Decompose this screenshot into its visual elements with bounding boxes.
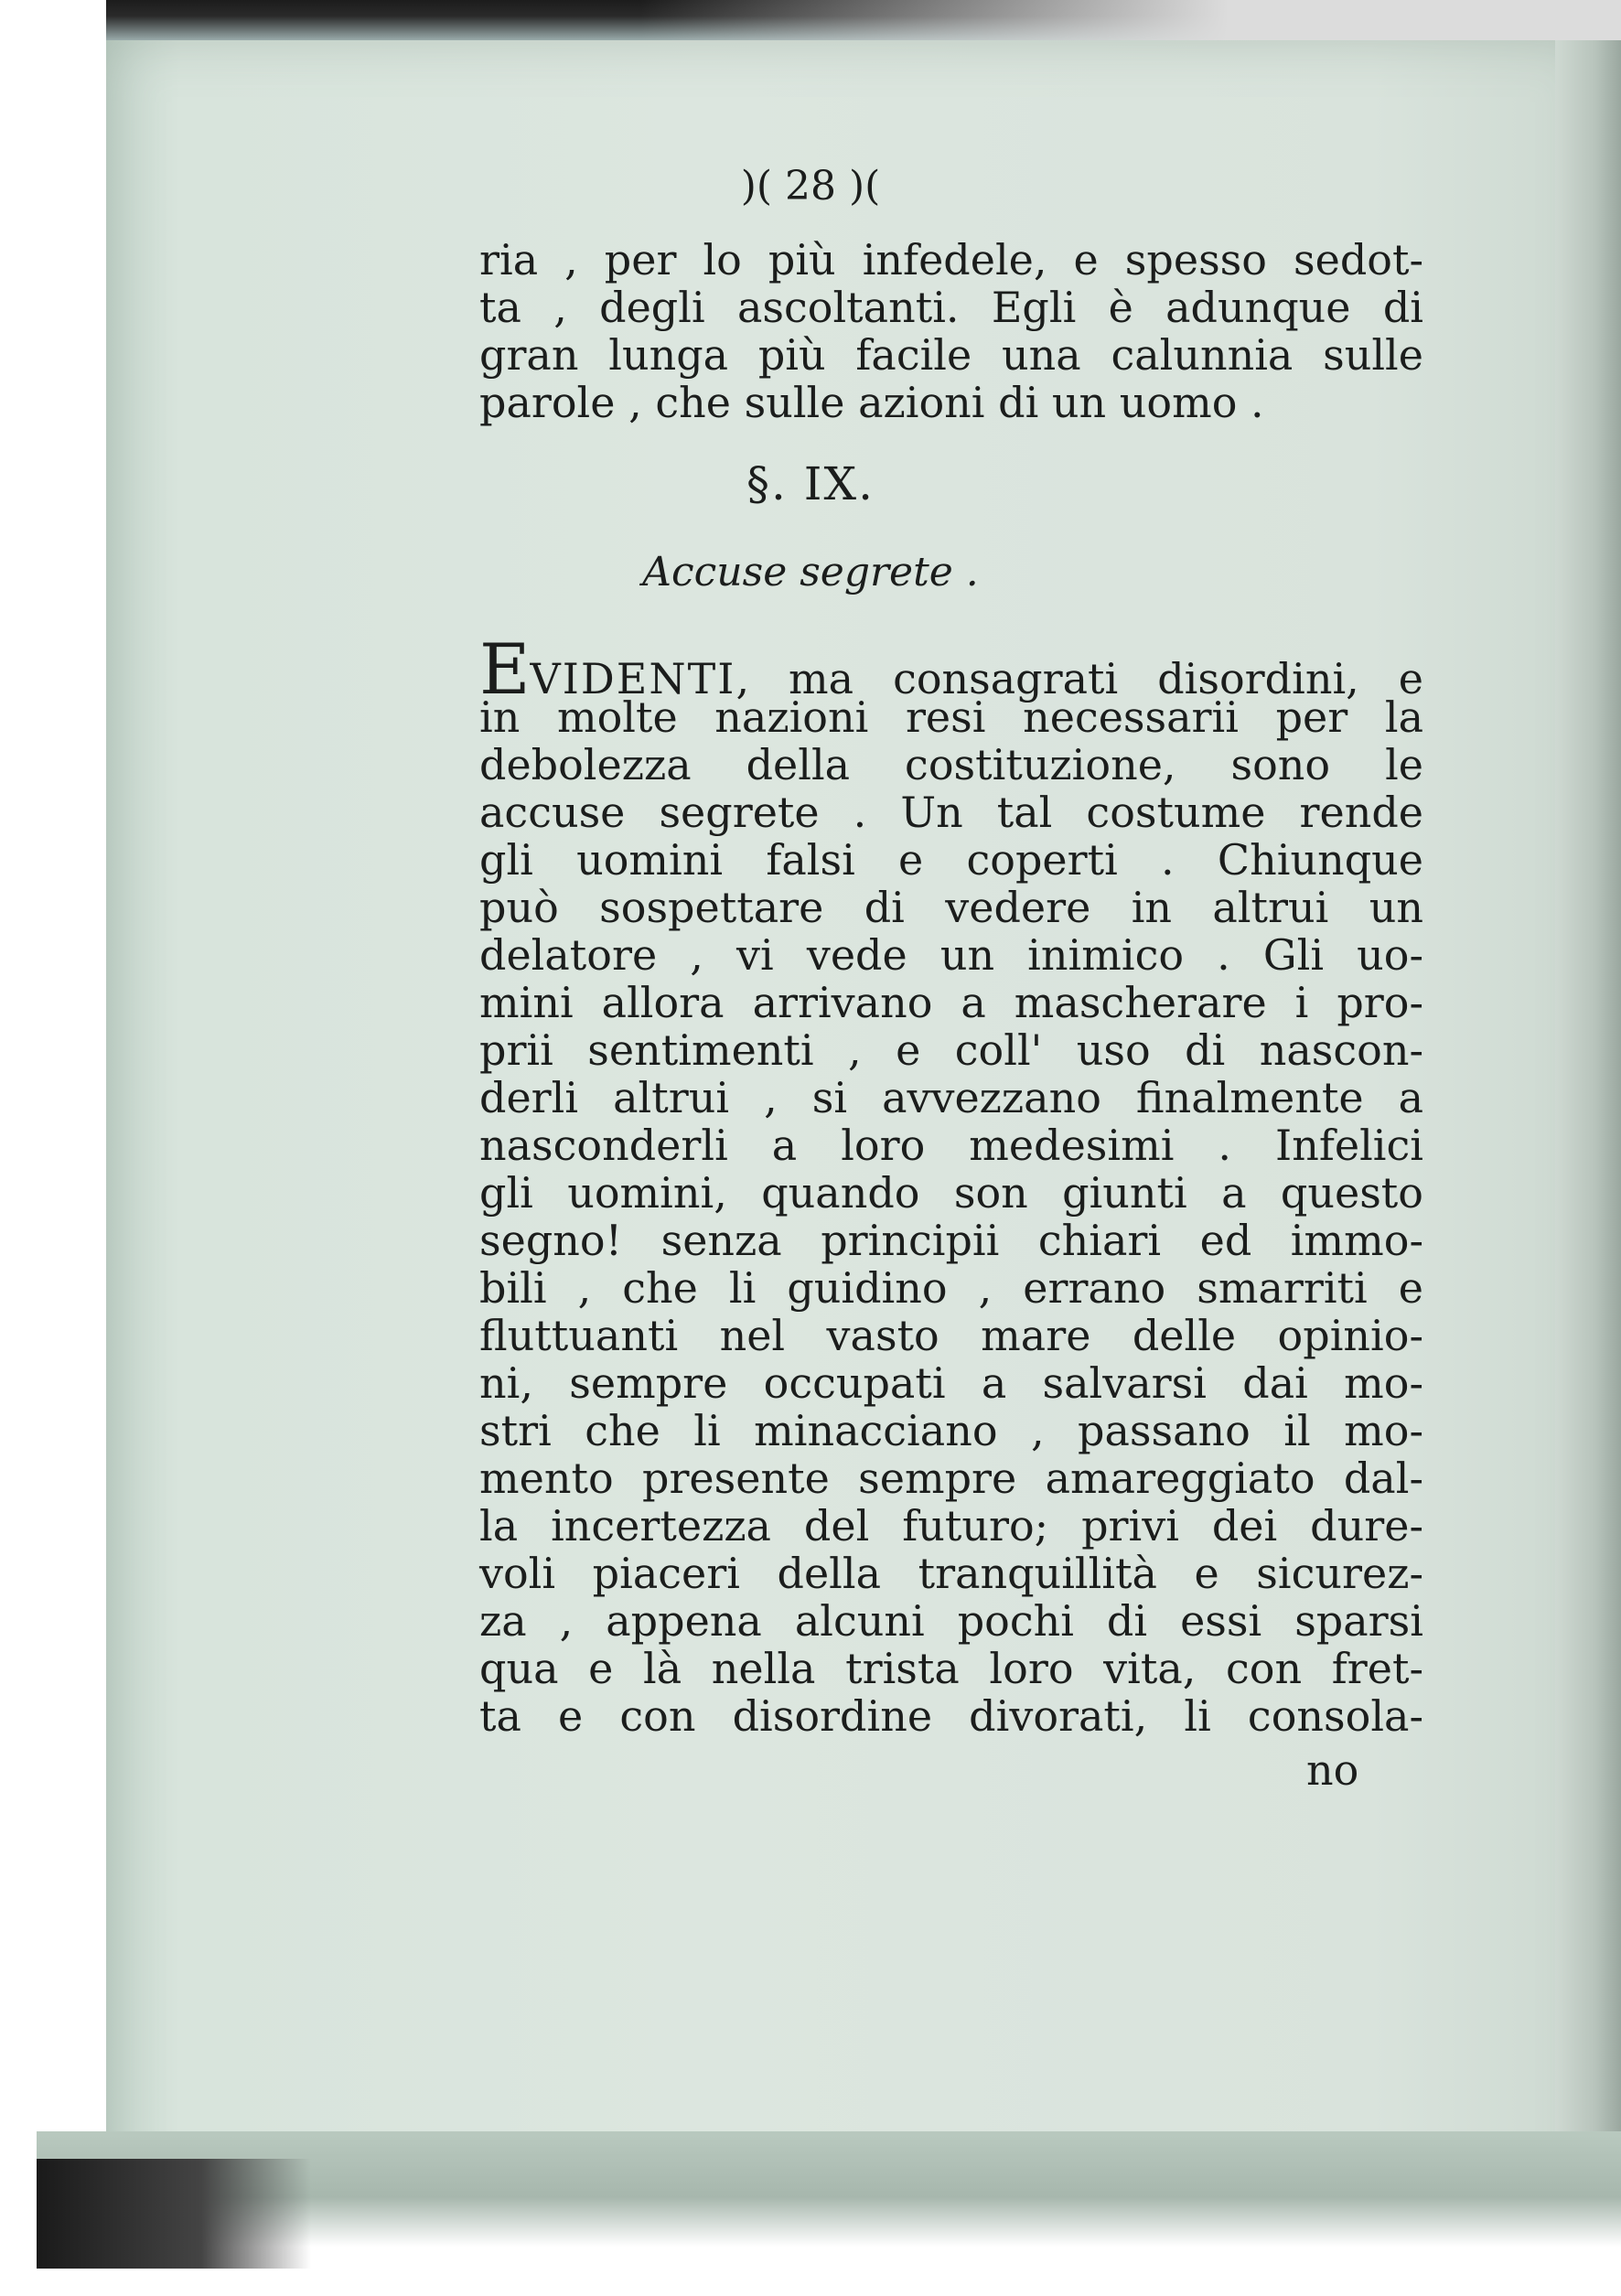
text-line: gli uomini, quando son giunti a questo xyxy=(479,1168,1423,1218)
text-line: stri che li minacciano , passano il mo- xyxy=(479,1406,1423,1455)
text-line: qua e là nella trista loro vita, con fret- xyxy=(479,1644,1423,1693)
page-edge-top-fade xyxy=(640,0,1621,40)
scan-margin-left xyxy=(0,0,106,2296)
page-edge-right xyxy=(1555,37,1621,2159)
catchword: no xyxy=(1306,1745,1359,1795)
text-line: ta , degli ascoltanti. Egli è adunque di xyxy=(479,283,1423,332)
text-line: ni, sempre occupati a salvarsi dai mo- xyxy=(479,1358,1423,1408)
section-number: §. IX. xyxy=(746,457,875,510)
text-line: bili , che li guidino , errano smarriti e xyxy=(479,1263,1423,1313)
drop-letter: E xyxy=(479,628,531,710)
section-title: Accuse segrete . xyxy=(642,549,979,595)
text-line: mini allora arrivano a mascherare i pro- xyxy=(479,978,1423,1027)
text-line: nasconderli a loro medesimi . Infelici xyxy=(479,1121,1423,1170)
text-line: delatore , vi vede un inimico . Gli uo- xyxy=(479,930,1423,980)
text-line: gran lunga più facile una calunnia sulle xyxy=(479,330,1423,380)
text-line: voli piaceri della tranquillità e sicurez- xyxy=(479,1549,1423,1598)
text-line: fluttuanti nel vasto mare delle opinio- xyxy=(479,1311,1423,1360)
text-line: za , appena alcuni pochi di essi sparsi xyxy=(479,1596,1423,1646)
page-edge-shadow xyxy=(37,2159,311,2269)
text-line: debolezza della costituzione, sono le xyxy=(479,740,1423,789)
text-line: in molte nazioni resi necessarii per la xyxy=(479,692,1423,742)
page-header: )( 28 )( xyxy=(740,163,881,209)
text-line: gli uomini falsi e coperti . Chiunque xyxy=(479,835,1423,885)
text-line: ta e con disordine divorati, li consola- xyxy=(479,1691,1423,1741)
text-line: la incertezza del futuro; privi dei dure- xyxy=(479,1501,1423,1550)
text-line: derli altrui , si avvezzano finalmente a xyxy=(479,1073,1423,1122)
text-line: segno! senza principii chiari ed immo- xyxy=(479,1216,1423,1265)
first-line-rest: , ma consagrati disordini, e xyxy=(735,654,1423,703)
text-line: parole , che sulle azioni di un uomo . xyxy=(479,378,1264,427)
text-line: mento presente sempre amareggiato dal- xyxy=(479,1454,1423,1503)
text-line: prii sentimenti , e coll' uso di nascon- xyxy=(479,1025,1423,1075)
first-word: VIDENTI xyxy=(530,654,736,703)
text-line: può sospettare di vedere in altrui un xyxy=(479,883,1423,932)
text-line: ria , per lo più infedele, e spesso sedot- xyxy=(479,235,1423,284)
text-line: accuse segrete . Un tal costume rende xyxy=(479,788,1423,837)
